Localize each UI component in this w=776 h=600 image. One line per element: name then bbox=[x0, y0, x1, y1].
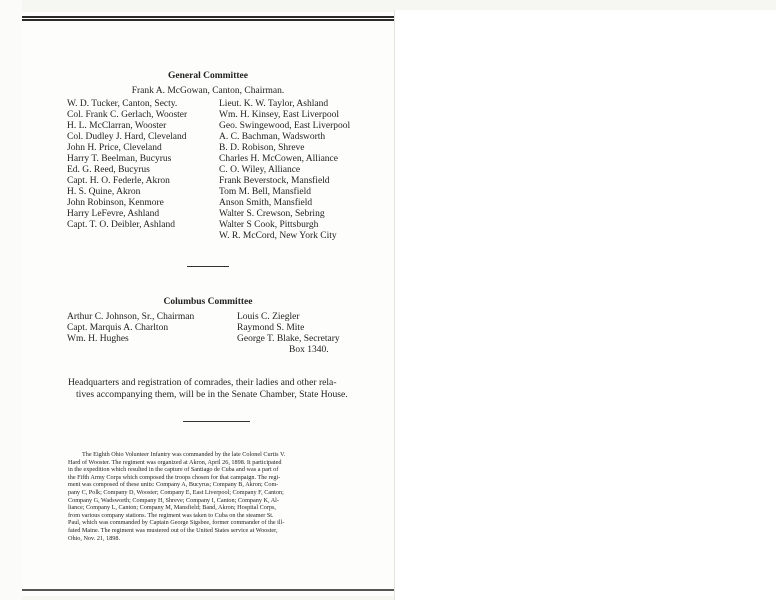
committee-member: C. O. Wiley, Alliance bbox=[219, 165, 301, 175]
committee-member: A. C. Bachman, Wadsworth bbox=[219, 132, 326, 142]
committee-member: Anson Smith, Mansfield bbox=[219, 198, 313, 208]
note-line: fated Maine. The regiment was mustered out of the United States service at Wooster, bbox=[68, 526, 278, 534]
committee-member: H. S. Quine, Akron bbox=[67, 187, 141, 197]
committee-member: W. R. McCord, New York City bbox=[219, 231, 337, 241]
paragraph-line: Headquarters and registration of comrades, their ladies and other rela- bbox=[68, 377, 337, 388]
committee-member: Capt. Marquis A. Charlton bbox=[67, 323, 169, 333]
committee-member: Wm. H. Hughes bbox=[67, 334, 129, 344]
note-line: Hard of Wooster. The regiment was organized at Akron, April 26, 1898. It participated bbox=[68, 458, 282, 466]
top-double-rule bbox=[22, 16, 394, 21]
committee-member: Walter S Cook, Pittsburgh bbox=[219, 220, 319, 230]
note-line: in the expedition which resulted in the capture of Santiago de Cuba and was a part of bbox=[68, 466, 279, 474]
bottom-rule bbox=[22, 589, 394, 591]
note-line: Ohio, Nov. 21, 1898. bbox=[68, 534, 121, 542]
committee-member: Harry LeFevre, Ashland bbox=[67, 209, 160, 219]
columbus-committee-right-column bbox=[237, 312, 340, 356]
section-divider bbox=[183, 421, 250, 422]
note-line: liance; Company L, Canton; Company M, Mansfield; Band, Akron; Hospital Corps, bbox=[68, 504, 276, 512]
committee-member: Lieut. K. W. Taylor, Ashland bbox=[219, 99, 329, 109]
committee-member: Charles H. McCowen, Alliance bbox=[219, 154, 338, 164]
regiment-history-note bbox=[68, 451, 368, 542]
committee-member: Box 1340. bbox=[289, 345, 329, 355]
section-divider bbox=[187, 266, 229, 267]
committee-member: Frank Beverstock, Mansfield bbox=[219, 176, 330, 186]
general-committee-heading: General Committee bbox=[168, 71, 248, 81]
committee-member: Harry T. Beelman, Bucyrus bbox=[67, 154, 172, 164]
committee-member: John H. Price, Cleveland bbox=[67, 143, 162, 153]
committee-member: Capt. T. O. Deibler, Ashland bbox=[67, 220, 175, 230]
committee-member: Louis C. Ziegler bbox=[237, 312, 300, 322]
note-line: Company G, Wadsworth; Company H, Shreve; Company I, Canton; Company K, Al- bbox=[68, 496, 279, 504]
committee-member: Capt. H. O. Federle, Akron bbox=[67, 176, 170, 186]
committee-member: Walter S. Crewson, Sebring bbox=[219, 209, 325, 219]
committee-member: Ed. G. Reed, Bucyrus bbox=[67, 165, 150, 175]
general-committee-left-column bbox=[67, 99, 187, 231]
paragraph-line: tives accompanying them, will be in the Senate Chamber, State House. bbox=[76, 389, 348, 400]
note-line: pany C, Polk; Company D, Wooster; Company E, East Liverpool; Company F, Canton; bbox=[68, 488, 284, 496]
note-line: Paul, which was commanded by Captain George Sigsbee, former commander of the ill- bbox=[68, 519, 285, 527]
note-line: ment was composed of these units: Company A, Bucyrus; Company B, Akron; Com- bbox=[68, 481, 279, 489]
note-line: the Fifth Army Corps which composed the troops chosen for that campaign. The regi- bbox=[68, 473, 281, 481]
columbus-committee-heading: Columbus Committee bbox=[163, 297, 253, 307]
columbus-committee-left-column bbox=[67, 312, 194, 345]
committee-member: Arthur C. Johnson, Sr., Chairman bbox=[67, 312, 195, 322]
committee-member: W. D. Tucker, Canton, Secty. bbox=[67, 99, 178, 109]
general-committee-chairman: Frank A. McGowan, Canton, Chairman. bbox=[131, 86, 285, 96]
committee-member: B. D. Robison, Shreve bbox=[219, 143, 305, 153]
committee-member: Tom M. Bell, Mansfield bbox=[219, 187, 311, 197]
committee-member: John Robinson, Kenmore bbox=[67, 198, 164, 208]
committee-member: Col. Frank C. Gerlach, Wooster bbox=[67, 110, 188, 120]
general-committee-right-column bbox=[219, 99, 350, 242]
headquarters-paragraph bbox=[68, 377, 366, 401]
scan-margin bbox=[0, 0, 22, 600]
committee-member: Col. Dudley J. Hard, Cleveland bbox=[67, 132, 187, 142]
right-page-blank bbox=[394, 10, 776, 600]
committee-member: Geo. Swingewood, East Liverpool bbox=[219, 121, 351, 131]
note-line: from various company stations. The regiment was taken to Cuba on the steamer St. bbox=[68, 511, 274, 519]
committee-member: Raymond S. Mite bbox=[237, 323, 305, 333]
committee-member: George T. Blake, Secretary bbox=[237, 334, 340, 344]
committee-member: H. L. McClarran, Wooster bbox=[67, 121, 167, 131]
note-line: The Eighth Ohio Volunteer Infantry was commanded by the late Colonel Curtis V. bbox=[82, 451, 286, 458]
committee-member: Wm. H. Kinsey, East Liverpool bbox=[219, 110, 339, 120]
